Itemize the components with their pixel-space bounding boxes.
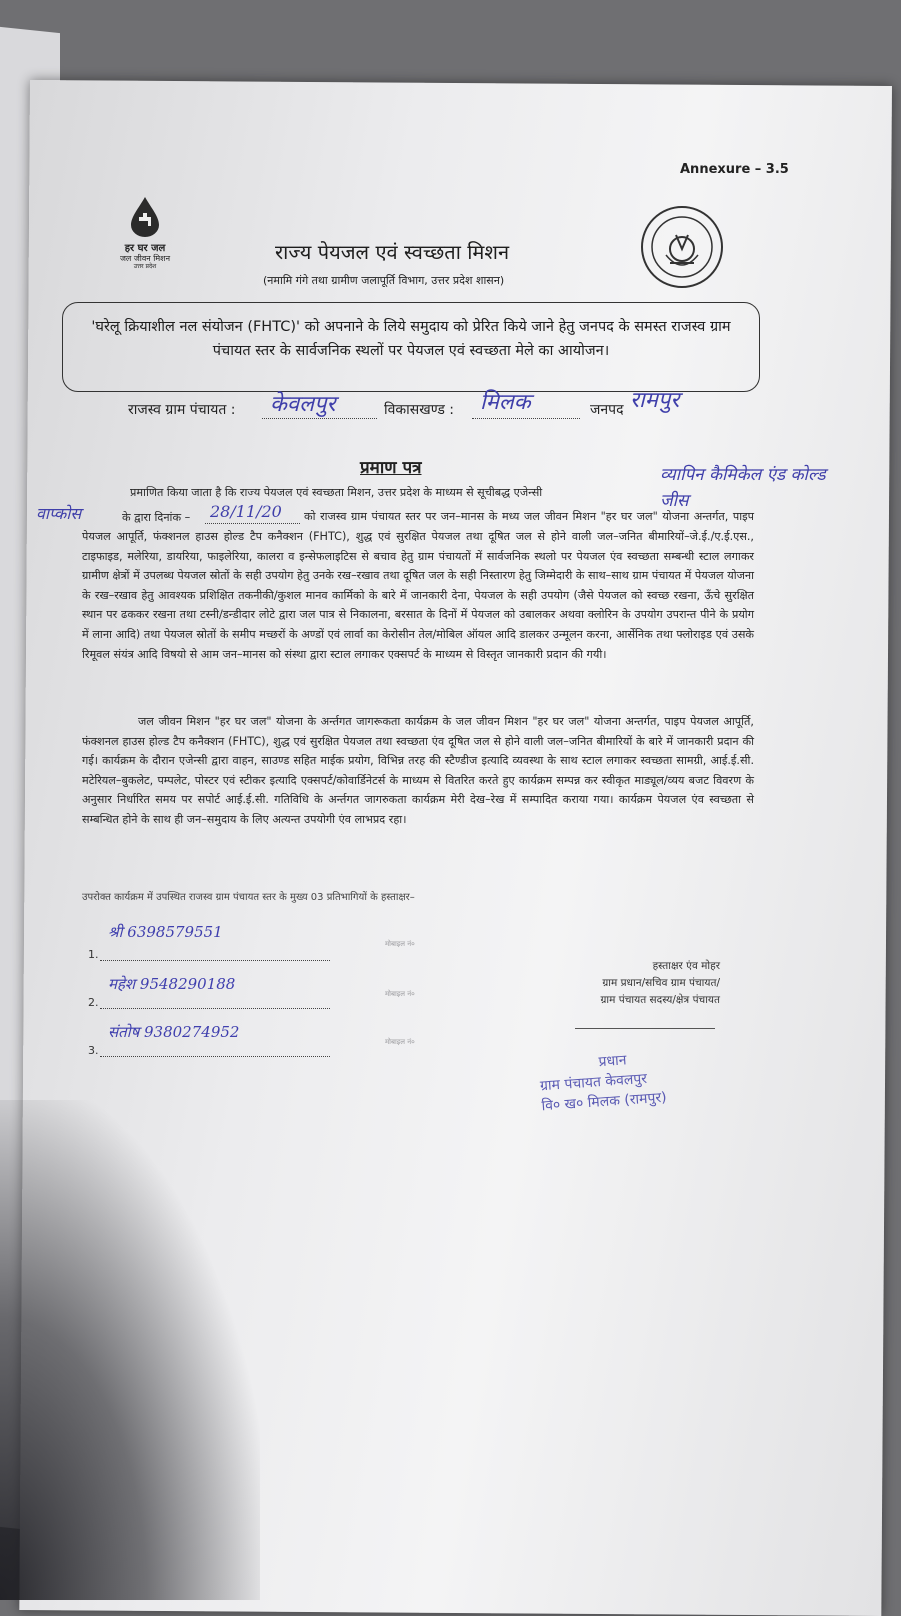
district-label: जनपद xyxy=(590,402,624,418)
agency-prefix-handwritten: वाप्कोस xyxy=(36,504,82,523)
date-label: के द्वारा दिनांक – xyxy=(122,511,191,524)
event-heading-text: 'घरेलू क्रियाशील नल संयोजन (FHTC)' को अपनाने के लिये समुदाय को प्रेरित किये जाने हेतु जनपद के समस्त राजस्व ग्राम पंचायत स्तर के सार्वजनिक स्थलों पर पेयजल एवं स्वच्छता मेले का आयोजन। xyxy=(91,319,731,359)
block-label: विकासखण्ड : xyxy=(384,402,455,418)
stamp-line-1: प्रधान xyxy=(598,1052,628,1071)
block-value: मिलक xyxy=(480,390,531,415)
signature-line-1 xyxy=(100,960,330,961)
paragraph-2: जल जीवन मिशन "हर घर जल" योजना के अर्न्तगत जागरूकता कार्यक्रम के जल जीवन मिशन "हर घर जल" योजना अन्तर्गत, पाइप पेयजल आपूर्ति, फंक्शनल हाउस होल्ड टैप कनैक्शन (FHTC), शुद्ध एवं सुरक्षित पेयजल तथा स्वच्छता एंव दूषित जल से होने वाली जल–जनित बीमारियों के बारे में जानकारी प्रदान की गई। कार्यक्रम के दौरान एजेन्सी द्वारा वाहन, साउण्ड सहित माईक प्रयोग, विभिन्न तरह की स्टैण्डीज इत्यादि व्यवस्था के साथ स्टाल लगाकर स्वच्छता सामग्री, आई.ई.सी. मटेरियल–बुकलेट, पम्पलेट, पोस्टर एवं स्टीकर इत्यादि एक्सपर्ट/कोवार्डिनेटर्स के माध्यम से वितरित करते हुए कार्यक्रम सम्पन्न कर स्वीकृत माड्यूल/व्यय बजट विवरण के अनुसार निर्धारित समय पर सपोर्ट आई.ई.सी. गतिविधि के अर्न्तगत जागरुकता कार्यक्रम मेरी देख–रेख में सम्पादित कराया गया। कार्यक्रम पेयजल एंव स्वच्छता से सम्बन्धित होने के साथ ही जन–समुदाय के लिए अत्यन्त उपयोगी एंव लाभप्रद रहा। xyxy=(82,715,754,826)
panchayat-label: राजस्व ग्राम पंचायत : xyxy=(128,402,236,418)
mobile-label-1: मोबाइल नं० xyxy=(385,940,415,948)
seal-caption xyxy=(520,958,720,1009)
agency-name-handwritten: व्यापिन कैमिकेल एंड कोल्ड जीस xyxy=(660,465,826,511)
signature-2-handwritten: महेश 9548290188 xyxy=(108,975,236,993)
signature-number-2: 2. xyxy=(88,996,99,1009)
stamp-line-3: वि० ख० मिलक (रामपुर) xyxy=(540,1089,668,1115)
block-underline xyxy=(472,418,580,419)
signature-number-3: 3. xyxy=(88,1044,99,1057)
paragraph-1-opening: प्रमाणित किया जाता है कि राज्य पेयजल एवं स्वच्छता मिशन, उत्तर प्रदेश के माध्यम से सूचीबद्ध एजेन्सी xyxy=(130,486,543,499)
logo-line-3: उत्तर प्रदेश xyxy=(133,263,157,270)
logo-line-1: हर घर जल xyxy=(124,243,166,254)
date-value: 28/11/20 xyxy=(210,502,282,521)
logo-line-2: जल जीवन मिशन xyxy=(119,254,171,263)
event-heading-box xyxy=(62,302,760,392)
district-value: रामपुर xyxy=(630,388,680,413)
up-government-emblem-icon xyxy=(640,205,724,289)
water-drop-tap-icon xyxy=(126,195,164,239)
signatures-intro: उपरोक्त कार्यक्रम में उपस्थित राजस्व ग्राम पंचायत स्तर के मुख्य 03 प्रतिभागियों के हस्ताक्षर– xyxy=(82,892,415,903)
page-subtitle: (नमामि गंगे तथा ग्रामीण जलापूर्ति विभाग, उत्तर प्रदेश शासन) xyxy=(263,274,505,287)
signature-line-3 xyxy=(100,1056,330,1057)
signature-line-2 xyxy=(100,1008,330,1009)
stamp-line-2: ग्राम पंचायत केवलपुर xyxy=(539,1070,648,1095)
photo-shadow xyxy=(0,1100,260,1600)
mobile-label-2: मोबाइल नं० xyxy=(385,990,415,998)
har-ghar-jal-logo xyxy=(110,195,180,270)
signature-1-handwritten: श्री 6398579551 xyxy=(108,923,223,941)
pradhan-stamp xyxy=(538,1048,667,1117)
seal-line-3: ग्राम पंचायत सदस्य/क्षेत्र पंचायत xyxy=(600,994,720,1006)
signature-number-1: 1. xyxy=(88,948,99,961)
seal-signature-line xyxy=(575,1028,715,1029)
page-title: राज्य पेयजल एवं स्वच्छता मिशन xyxy=(275,240,510,264)
paragraph-1-body: को राजस्व ग्राम पंचायत स्तर पर जन–मानस के मध्य जल जीवन मिशन "हर घर जल" योजना अन्तर्गत, पाइप पेयजल आपूर्ति, फंक्शनल हाउस होल्ड टैप कनैक्शन (FHTC), शुद्ध एवं सुरक्षित पेयजल तथा दूषित जल से होने वाली जल–जनित बीमारियों–जे.ई./ए.ई.एस., टाइफाइड, मलेरिया, डायरिया, फाइलेरिया, कालरा व इन्सेफलाइटिस से बचाव हेतु ग्राम पंचायतों में सार्वजनिक स्थलो पर पेयजल एंव स्वच्छता सम्बन्धी स्टाल लगाकर ग्रामीण क्षेत्रों में उपलब्ध पेयजल स्रोतों के सही उपयोग हेतु उनके रख–रखाव तथा दूषित जल के सही निस्तारण हेतु जिम्मेदारी के साथ–साथ ग्राम पंचायत में पेयजल योजना के रख–रखाव हेतु आवश्यक प्रशिक्षित तकनीकी/कुशल मानव कार्मिको के बारे में जानकारी देना, पेयजल के सही उपयोग (जैसे पेयजल को स्वच्छ रखना, ऊँचे सुरक्षित स्थान पर ढककर रखना तथा टस्नी/डन्डीदार लोटे द्वारा जल पात्र से निकालना, बरसात के दिनों में पेयजल को उबालकर अथवा क्लोरिन के उपयोग उपरान्त पीने के प्रयोग में लाना आदि) तथा पेयजल स्रोतों के समीप मच्छरों के अण्डों एवं लार्वा का केरोसीन तेल/मोबिल ऑयल आदि डालकर उन्मूलन करना, आर्सेनिक तथा फ्लोराइड एवं उसके रिमूवल संयंत्र आदि विषयो से आम जन–मानस को संस्था द्वारा स्टाल लगाकर एक्सपर्ट के माध्यम से विस्तृत जानकारी प्रदान की गयी। xyxy=(82,510,754,661)
annexure-label: Annexure – 3.5 xyxy=(680,162,789,177)
seal-line-1: हस्ताक्षर एंव मोहर xyxy=(652,960,720,972)
panchayat-value: केवलपुर xyxy=(270,392,336,417)
panchayat-underline xyxy=(262,418,377,419)
mobile-label-3: मोबाइल नं० xyxy=(385,1038,415,1046)
certificate-heading: प्रमाण पत्र xyxy=(360,458,422,478)
signature-3-handwritten: संतोष 9380274952 xyxy=(108,1023,240,1041)
seal-line-2: ग्राम प्रधान/सचिव ग्राम पंचायत/ xyxy=(602,977,720,989)
